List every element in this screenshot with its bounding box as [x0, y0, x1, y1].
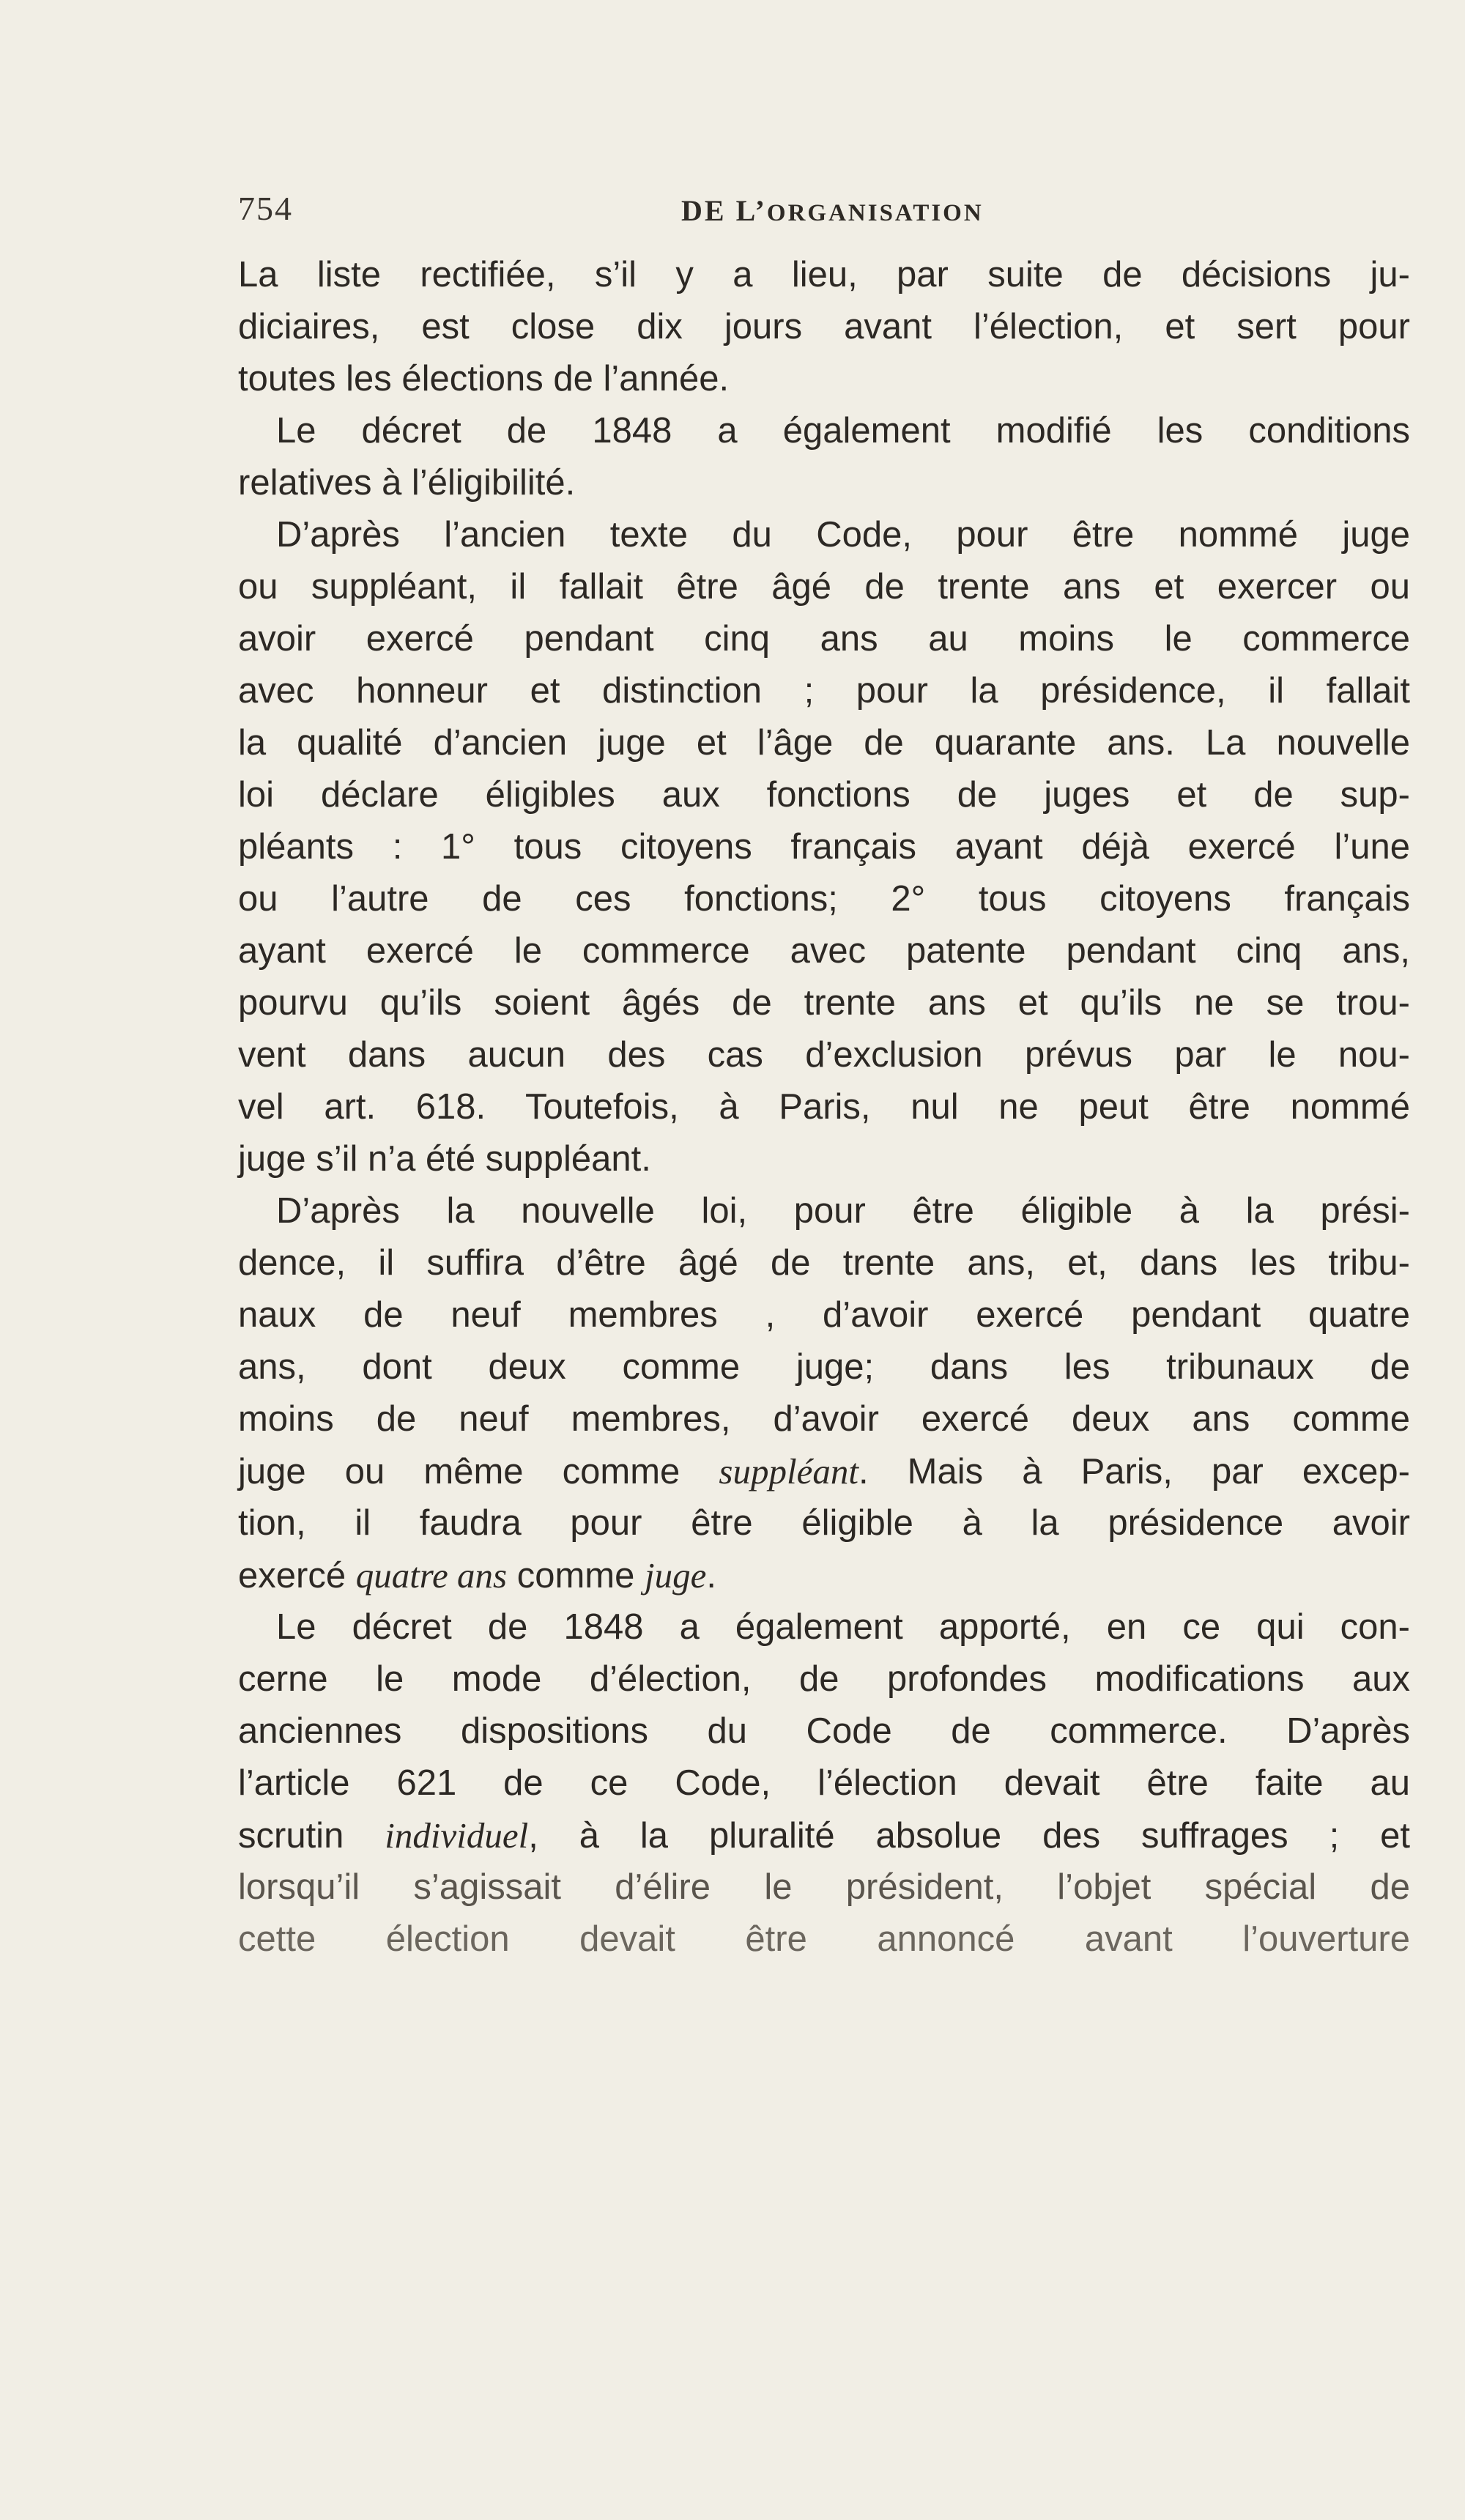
text-line: [238, 821, 1410, 873]
text-segment: D’après l’ancien texte du Code, pour être nommé juge: [276, 515, 1410, 555]
text-line: [238, 249, 1410, 301]
text-line: [238, 1237, 1410, 1289]
text-line: [238, 1445, 1410, 1497]
text-segment: , à la pluralité absolue des suffrages ; et: [528, 1816, 1410, 1856]
text-segment: Le décret de 1848 a également modifié les conditions: [276, 411, 1410, 451]
text-segment: anciennes dispositions du Code de commerce. D’après: [238, 1711, 1410, 1751]
text-segment: naux de neuf membres , d’avoir exercé pendant quatre: [238, 1295, 1410, 1335]
text-line: [238, 301, 1410, 353]
text-segment: diciaires, est close dix jours avant l’élection, et sert pour: [238, 307, 1410, 346]
text-line: [238, 1913, 1410, 1965]
text-segment: vel art. 618. Toutefois, à Paris, nul ne peut être nommé: [238, 1087, 1410, 1127]
text-line: [238, 1705, 1410, 1757]
text-segment: cette élection devait être annoncé avant l’ouverture: [238, 1919, 1410, 1959]
text-segment: D’après la nouvelle loi, pour être éligible à la prési-: [276, 1191, 1410, 1231]
body-text: [238, 249, 1410, 1965]
text-segment: exercé: [238, 1556, 356, 1596]
text-line: [238, 561, 1410, 613]
text-line: [238, 769, 1410, 821]
text-segment-italic: individuel: [385, 1815, 529, 1856]
text-segment: scrutin: [238, 1816, 385, 1856]
text-segment: pourvu qu’ils soient âgés de trente ans et qu’ils ne se trou-: [238, 983, 1410, 1023]
text-line: [238, 1029, 1410, 1081]
text-segment: ou l’autre de ces fonctions; 2° tous citoyens français: [238, 879, 1410, 919]
text-segment: l’article 621 de ce Code, l’élection devait être faite au: [238, 1763, 1410, 1803]
text-segment: toutes les élections de l’année.: [238, 359, 730, 399]
running-head: [681, 193, 984, 228]
text-line: [238, 353, 1410, 405]
text-line: [238, 509, 1410, 561]
text-line: [238, 1393, 1410, 1445]
text-line: [238, 1341, 1410, 1393]
text-segment: loi déclare éligibles aux fonctions de juges et de sup-: [238, 775, 1410, 815]
running-head-prefix: DE L’: [681, 194, 767, 227]
text-segment: lorsqu’il s’agissait d’élire le président, l’objet spécial de: [238, 1867, 1410, 1907]
text-segment: avec honneur et distinction ; pour la présidence, il fallait: [238, 671, 1410, 711]
text-line: [238, 1497, 1410, 1549]
text-line: [238, 457, 1410, 509]
text-segment: relatives à l’éligibilité.: [238, 463, 576, 503]
text-line: [238, 1601, 1410, 1653]
text-line: [238, 1549, 1410, 1601]
text-line: [238, 717, 1410, 769]
text-segment-italic: suppléant: [719, 1451, 858, 1491]
text-line: [238, 925, 1410, 977]
text-segment: cerne le mode d’élection, de profondes modifications aux: [238, 1659, 1410, 1699]
text-line: [238, 1757, 1410, 1809]
text-segment: la qualité d’ancien juge et l’âge de quarante ans. La nouvelle: [238, 723, 1410, 763]
page-header: [238, 189, 1410, 240]
text-segment: vent dans aucun des cas d’exclusion prévus par le nou-: [238, 1035, 1410, 1075]
text-segment: moins de neuf membres, d’avoir exercé deux ans comme: [238, 1399, 1410, 1439]
text-line: [238, 1653, 1410, 1705]
text-line: [238, 1289, 1410, 1341]
text-segment: Le décret de 1848 a également apporté, en ce qui con-: [276, 1607, 1410, 1647]
text-segment: . Mais à Paris, par excep-: [858, 1452, 1410, 1491]
text-segment: comme: [507, 1556, 645, 1596]
text-segment: juge s’il n’a été suppléant.: [238, 1139, 651, 1179]
text-line: [238, 1809, 1410, 1861]
text-segment: .: [706, 1556, 716, 1596]
text-segment: tion, il faudra pour être éligible à la présidence avoir: [238, 1503, 1410, 1543]
text-segment: ans, dont deux comme juge; dans les tribunaux de: [238, 1347, 1410, 1387]
text-segment: juge ou même comme: [238, 1452, 719, 1491]
text-line: [238, 1185, 1410, 1237]
text-segment-italic: juge: [645, 1555, 707, 1596]
text-segment: ou suppléant, il fallait être âgé de trente ans et exercer ou: [238, 567, 1410, 607]
text-line: [238, 1081, 1410, 1133]
text-segment: dence, il suffira d’être âgé de trente ans, et, dans les tribu-: [238, 1243, 1410, 1283]
text-segment-italic: quatre ans: [355, 1555, 508, 1596]
text-line: [238, 613, 1410, 665]
running-head-title: ORGANISATION: [766, 200, 984, 226]
text-line: [238, 873, 1410, 925]
text-segment: avoir exercé pendant cinq ans au moins le commerce: [238, 619, 1410, 659]
page-number: 754: [238, 190, 293, 227]
text-line: [238, 1133, 1410, 1185]
text-line: [238, 1861, 1410, 1913]
text-segment: La liste rectifiée, s’il y a lieu, par suite de décisions ju-: [238, 255, 1410, 294]
text-segment: pléants : 1° tous citoyens français ayant déjà exercé l’une: [238, 827, 1410, 867]
text-segment: ayant exercé le commerce avec patente pendant cinq ans,: [238, 931, 1410, 971]
text-line: [238, 977, 1410, 1029]
text-line: [238, 665, 1410, 717]
text-line: [238, 405, 1410, 457]
